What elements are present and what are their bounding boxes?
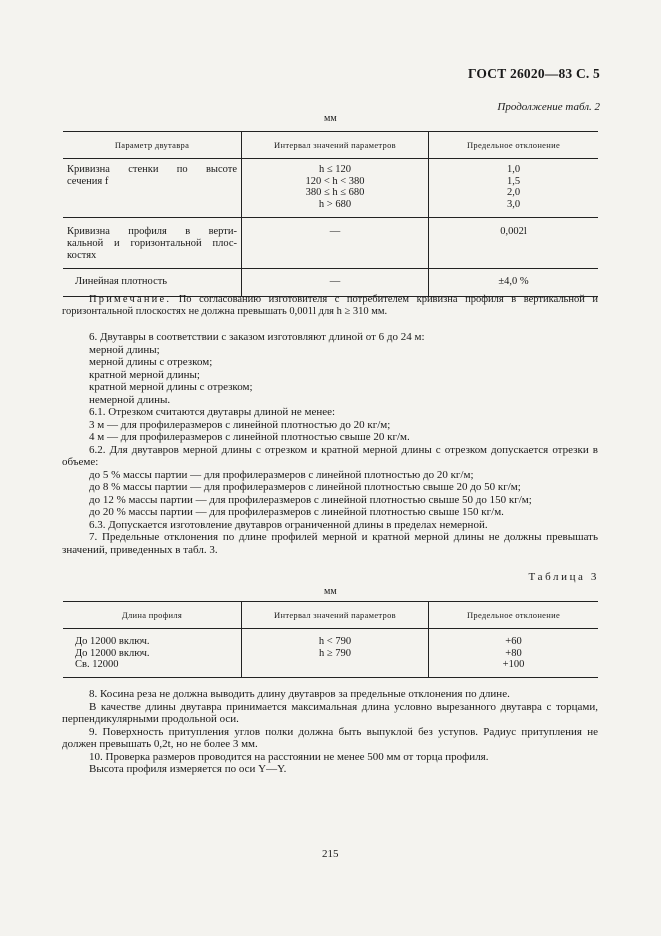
column-header: Параметр двутавра — [63, 132, 242, 159]
paragraph: Высота профиля измеряется по оси Y—Y. — [89, 763, 287, 775]
paragraph: 6.3. Допускается изготовление двутавров ограниченной длины в пределах немерной. — [89, 518, 488, 531]
param-line: Кривизна профиля в верти- — [67, 226, 237, 237]
paragraph: немерной длины. — [89, 393, 171, 406]
paragraph: 9. Поверхность притупления углов полки должна быть выпуклой без уступов. Радиус притупления не должен превышать 0,2t, но не более 3 мм. — [62, 725, 598, 750]
deviation-cell — [429, 159, 599, 218]
param-line: костях — [67, 250, 97, 261]
table-continuation-label: Продолжение табл. 2 — [497, 101, 600, 113]
interval-value: 380 ≤ h ≤ 680 — [305, 187, 365, 198]
deviation-value: +80 — [505, 647, 522, 659]
interval-value: 120 < h < 380 — [305, 175, 365, 187]
paragraph: В качестве длины двутавра принимается максимальная длина условно вырезанного двутавра с торцами, перпендикулярными продольной оси. — [62, 700, 598, 725]
interval-cell: — — [242, 218, 429, 269]
interval-cell: — — [242, 269, 429, 297]
table-2 — [63, 131, 598, 297]
table-row — [63, 269, 598, 297]
deviation-value: 1,5 — [506, 175, 521, 187]
paragraph: до 12 % массы партии — для профилеразмеров с линейной плотностью свыше 50 до 150 кг/м; — [89, 493, 532, 506]
paragraph: мерной длины с отрезком; — [89, 356, 213, 368]
page-number: 215 — [322, 848, 339, 860]
paragraph: до 5 % массы партии — для профилеразмеров с линейной плотностью до 20 кг/м; — [89, 468, 474, 481]
paragraph: кратной мерной длины; — [89, 368, 200, 381]
deviation-cell — [429, 629, 599, 678]
length-cell — [63, 629, 242, 678]
paragraph: 6.1. Отрезком считаются двутавры длиной не менее: — [89, 406, 336, 418]
table-3 — [63, 601, 598, 678]
column-header: Предельное отклонение — [429, 132, 599, 159]
table3-unit: мм — [324, 586, 337, 597]
body-section-2 — [62, 688, 598, 776]
column-header: Длина профиля — [63, 602, 242, 629]
table-row — [63, 629, 598, 678]
note-label: Примечание. — [89, 294, 172, 305]
paragraph: 7. Предельные отклонения по длине профилей мерной и кратной мерной длины не должны превышать значений, приведенных в табл. 3. — [62, 531, 598, 556]
deviation-value: 1,0 — [506, 164, 521, 175]
length-value: До 12000 включ. — [75, 647, 150, 659]
note-text: По согласованию изготовителя с потребителем кривизна профиля в вертикальной и горизонтальной плоскостях не должна превышать 0,001l для h ≥ 310 мм. — [62, 294, 598, 317]
length-value: До 12000 включ. — [75, 636, 150, 647]
interval-cell — [242, 159, 429, 218]
deviation-value: +100 — [502, 659, 525, 670]
paragraph: 6.2. Для двутавров мерной длины с отрезком и кратной мерной длины с отрезком допускается отрезки в объеме: — [62, 443, 598, 468]
param-cell — [63, 159, 242, 218]
paragraph: мерной длины; — [89, 343, 160, 356]
column-header: Интервал значений параметров — [242, 602, 429, 629]
table-row — [63, 159, 598, 218]
length-value: Св. 12000 — [75, 659, 119, 670]
interval-value: h ≥ 790 — [318, 647, 351, 659]
table-header-row — [63, 132, 598, 159]
deviation-value: +60 — [505, 636, 522, 647]
param-line: Кривизна стенки по высоте — [67, 164, 237, 175]
paragraph: до 8 % массы партии — для профилеразмеров с линейной плотностью свыше 20 до 50 кг/м; — [89, 481, 521, 493]
param-line: кальной и горизонтальной плос- — [67, 238, 237, 249]
paragraph: 3 м — для профилеразмеров с линейной плотностью до 20 кг/м; — [89, 418, 391, 431]
param-cell: Линейная плотность — [63, 269, 242, 297]
table-note — [62, 294, 598, 318]
column-header: Интервал значений параметров — [242, 132, 429, 159]
column-header: Предельное отклонение — [429, 602, 599, 629]
table2-unit: мм — [324, 113, 337, 124]
body-section-1 — [62, 331, 598, 556]
interval-value: h > 680 — [318, 198, 352, 210]
table-header-row — [63, 602, 598, 629]
paragraph: кратной мерной длины с отрезком; — [89, 381, 253, 393]
paragraph: 6. Двутавры в соответствии с заказом изготовляют длиной от 6 до 24 м: — [89, 331, 425, 343]
table3-title: Таблица 3 — [528, 571, 599, 583]
deviation-cell: 0,002l — [429, 218, 599, 269]
interval-cell — [242, 629, 429, 678]
table-row — [63, 218, 598, 269]
interval-value: h ≤ 120 — [318, 164, 351, 175]
deviation-value: 2,0 — [506, 187, 521, 198]
deviation-cell: ±4,0 % — [429, 269, 599, 297]
param-cell — [63, 218, 242, 269]
paragraph: 10. Проверка размеров проводится на расстоянии не менее 500 мм от торца профиля. — [89, 750, 489, 763]
interval-value: h < 790 — [318, 636, 352, 647]
paragraph: 8. Косина реза не должна выводить длину двутавров за предельные отклонения по длине. — [89, 688, 510, 700]
page-header: ГОСТ 26020—83 С. 5 — [467, 66, 600, 81]
paragraph: до 20 % массы партии — для профилеразмеров с линейной плотностью свыше 150 кг/м. — [89, 506, 504, 518]
paragraph: 4 м — для профилеразмеров с линейной плотностью свыше 20 кг/м. — [89, 431, 410, 443]
param-line: сечения f — [67, 176, 109, 187]
deviation-value: 3,0 — [506, 198, 521, 210]
